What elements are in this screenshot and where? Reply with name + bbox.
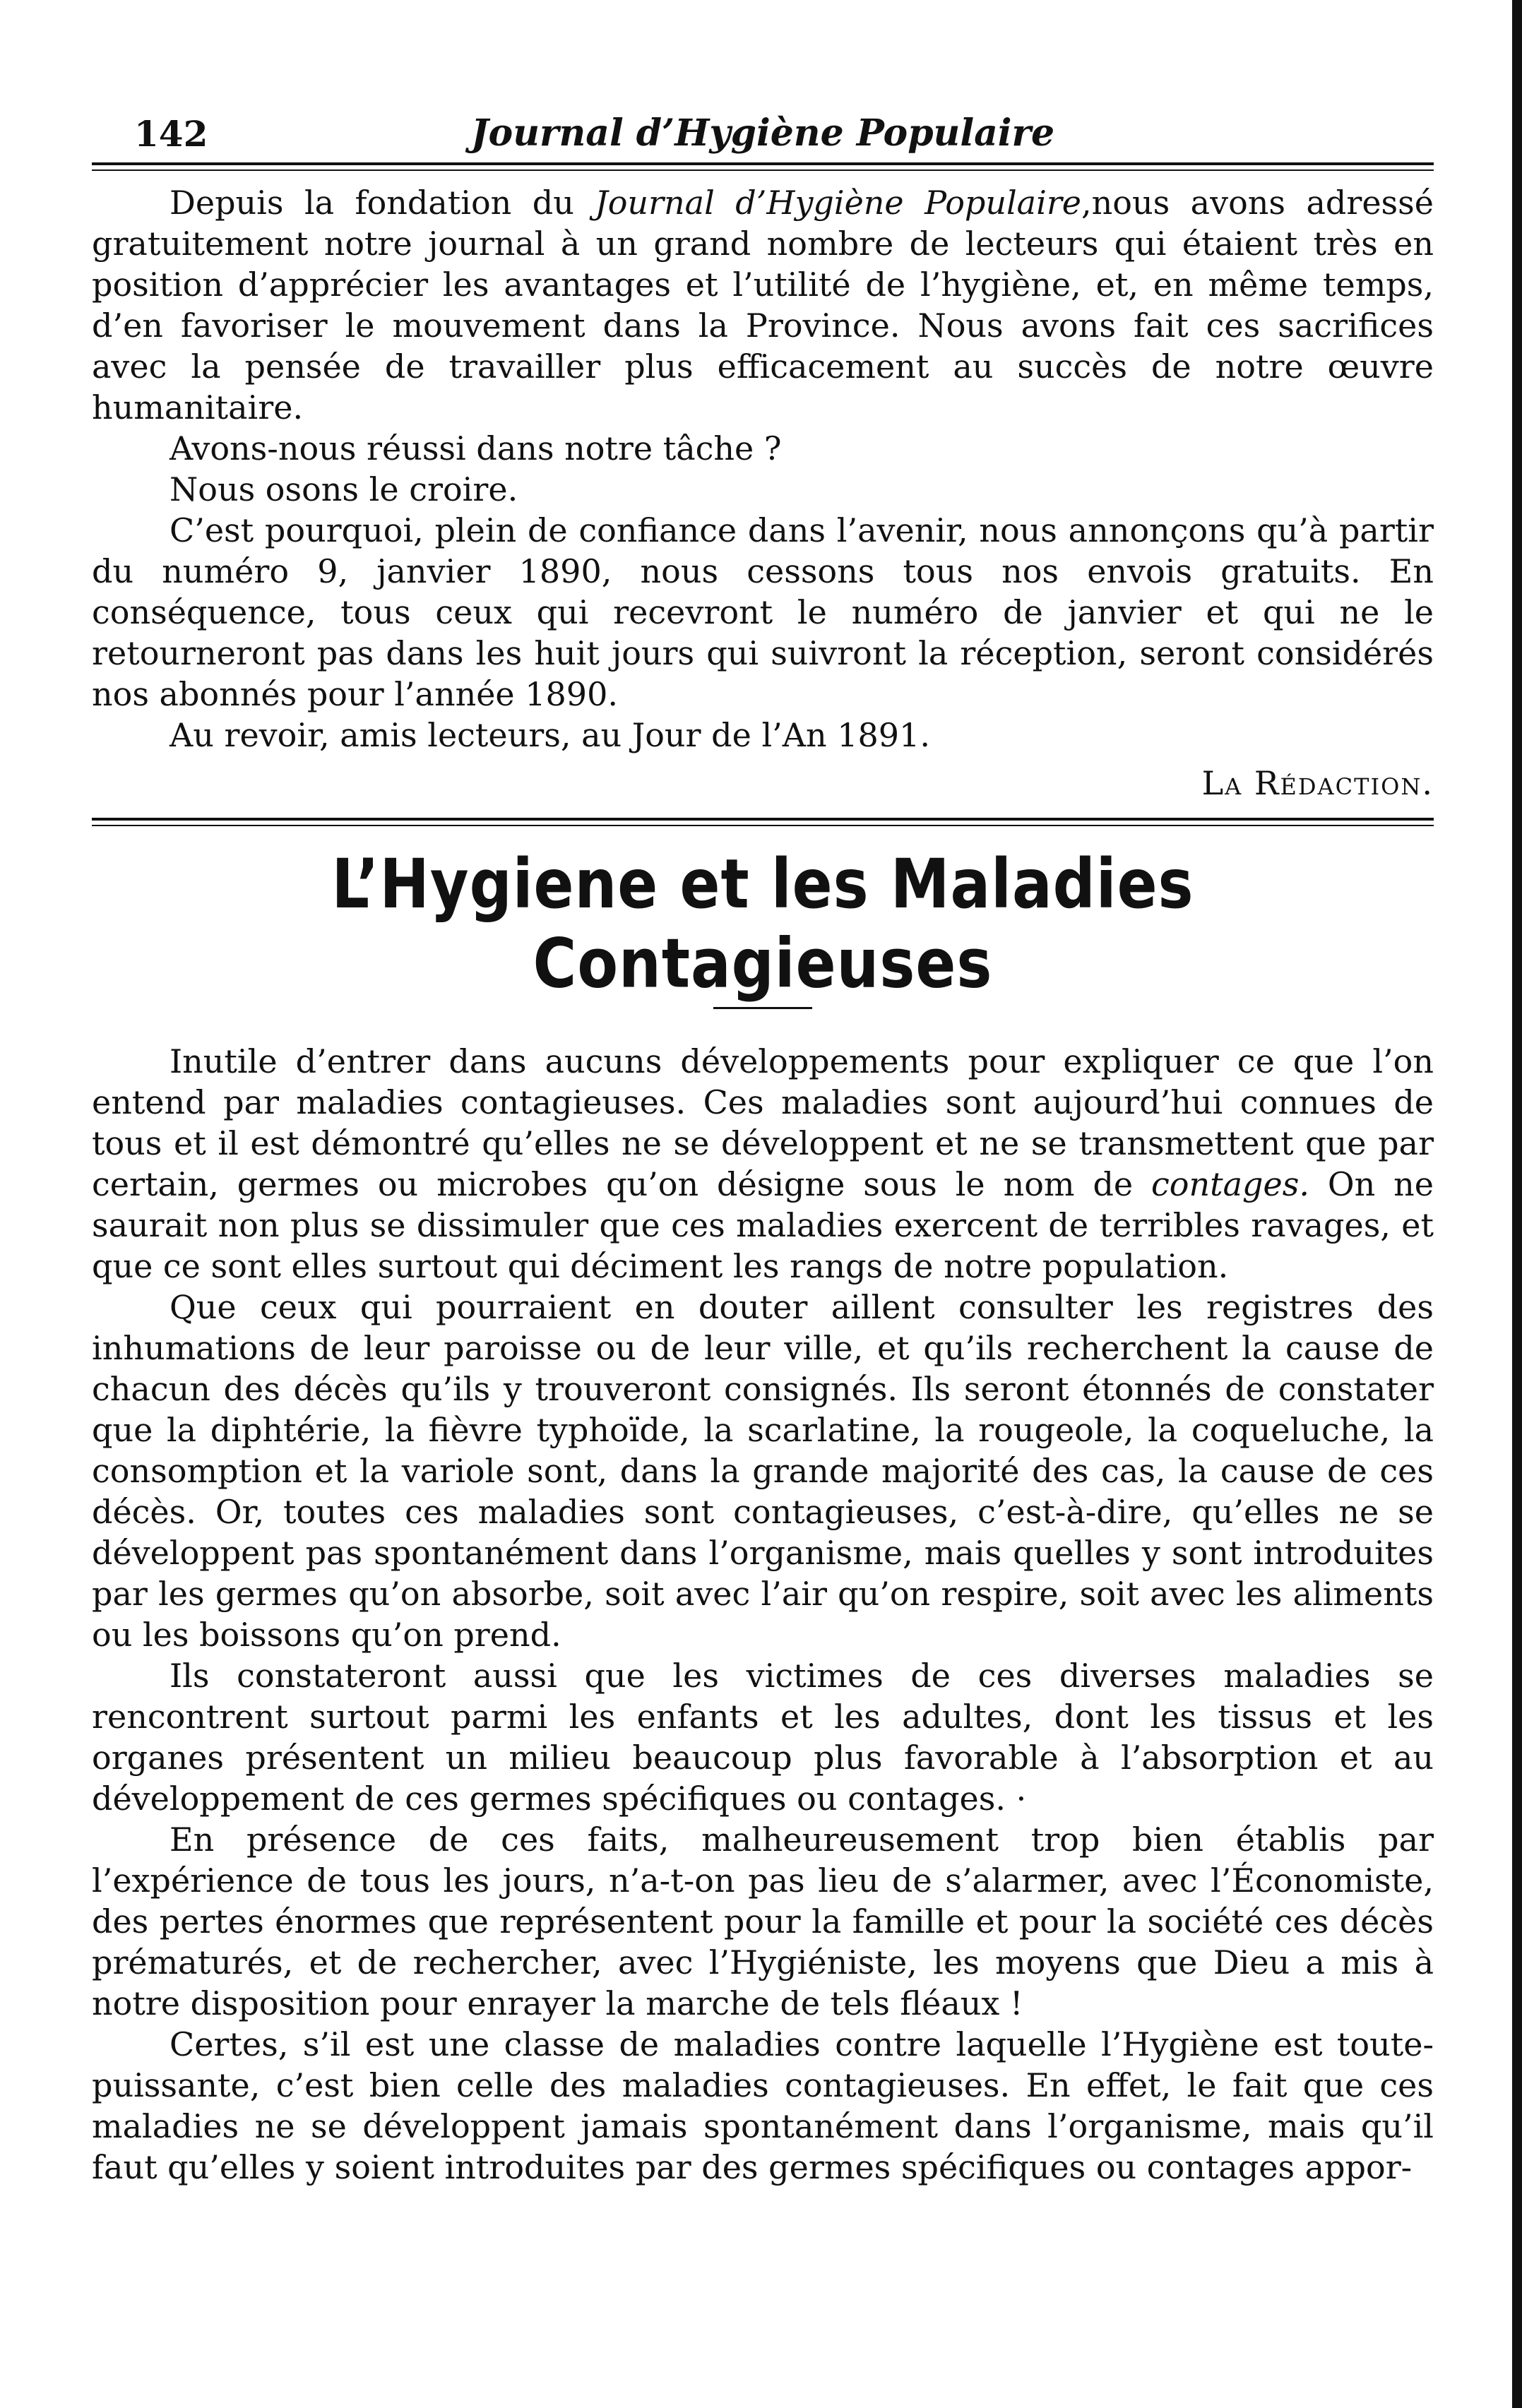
contages-italic: contages. bbox=[1151, 1165, 1309, 1203]
notice-paragraph-1 bbox=[92, 182, 1434, 428]
editorial-notice bbox=[92, 182, 1434, 804]
article-paragraph-5: Certes, s’il est une classe de maladies contre laquelle l’Hygiène est toute-puissante, c’est bien celle des maladies contagieuses. En effet, le fait que ces maladies ne se développent jamais spontanément dans l’organisme, mais qu’il faut qu’elles y soient introduites par des germes spécifiques ou contages appor- bbox=[92, 2025, 1434, 2186]
notice-paragraph-3: Nous osons le croire. bbox=[170, 470, 518, 508]
notice-paragraph-4: C’est pourquoi, plein de confiance dans l’avenir, nous annonçons qu’à partir du numéro 9, janvier 1890, nous cessons tous nos envois gratuits. En conséquence, tous ceux qui recevront le numéro de janvier et qui ne le retourneront pas dans les huit jours qui suivront la réception, seront considérés nos abonnés pour l’année 1890. bbox=[92, 511, 1434, 713]
article bbox=[92, 844, 1434, 2188]
running-title: Journal d’Hygiène Populaire bbox=[470, 112, 1055, 155]
notice-p1-text-b: ,nous avons adressé gratuitement notre journal à un grand nombre de lecteurs qui étaient très en position d’apprécier les avantages et l’utilité de l’hygiène, et, en même temps, d’en favoriser le mouvement dans la Province. Nous avons fait ces sacrifices avec la pensée de travailler plus efficacement au succès de notre œuvre humanitaire. bbox=[92, 184, 1434, 427]
article-paragraph-4: En présence de ces faits, malheureusement trop bien établis par l’expérience de tous les jours, n’a-t-on pas lieu de s’alarmer, avec l’Économiste, des pertes énormes que représentent pour la famille et pour la société ces décès prématurés, et de rechercher, avec l’Hygiéniste, les moyens que Dieu a mis à notre disposition pour enrayer la marche de tels fléaux ! bbox=[92, 1820, 1434, 2022]
page-header bbox=[92, 99, 1434, 162]
article-title: L’Hygiene et les Maladies Contagieuses bbox=[331, 844, 1194, 1003]
article-paragraph-2: Que ceux qui pourraient en douter aillent consulter les registres des inhumations de leur paroisse ou de leur ville, et qu’ils recherchent la cause de chacun des décès qu’ils y trouveront consignés. Ils seront étonnés de constater que la diphtérie, la fièvre typhoïde, la scarlatine, la rougeole, la coqueluche, la consomption et la variole sont, dans la grande majorité des cas, la cause de ces décès. Or, toutes ces maladies sont contagieuses, c’est-à-dire, qu’elles ne se développent pas spontanément dans l’organisme, mais quelles y sont introduites par les germes qu’on absorbe, soit avec l’air qu’on respire, soit avec les aliments ou les boissons qu’on prend. bbox=[92, 1288, 1434, 1654]
page-number: 142 bbox=[134, 113, 208, 155]
article-paragraph-1 bbox=[92, 1041, 1434, 1287]
header-rule bbox=[92, 162, 1434, 171]
article-p1-text-a: Inutile d’entrer dans aucuns développements pour expliquer ce que l’on entend par maladies contagieuses. Ces maladies sont aujourd’hui connues de tous et il est démontré qu’elles ne se développent et ne se transmettent que par certain, germes ou microbes qu’on désigne sous le nom de bbox=[92, 1042, 1434, 1203]
journal-page bbox=[92, 99, 1434, 2359]
notice-p1-text-a: Depuis la fondation du bbox=[170, 184, 595, 222]
article-paragraph-3: Ils constateront aussi que les victimes de ces diverses maladies se rencontrent surtout parmi les enfants et les adultes, dont les tissus et les organes présentent un milieu beaucoup plus favorable à l’absorption et au développement de ces germes spécifiques ou contages. · bbox=[92, 1657, 1434, 1818]
journal-name-italic: Journal d’Hygiène Populaire bbox=[595, 184, 1082, 222]
title-underline bbox=[713, 1007, 812, 1009]
section-rule bbox=[92, 818, 1434, 826]
notice-paragraph-5: Au revoir, amis lecteurs, au Jour de l’An 1891. bbox=[170, 716, 930, 754]
article-p1-text-b: On ne saurait non plus se dissimuler que ces maladies exercent de terribles ravages, et que ce sont elles surtout qui déciment les rangs de notre population. bbox=[92, 1165, 1434, 1285]
notice-paragraph-2: Avons-nous réussi dans notre tâche ? bbox=[170, 429, 782, 467]
signature: La Rédaction. bbox=[1201, 764, 1434, 802]
page-edge-border bbox=[1512, 0, 1522, 2408]
